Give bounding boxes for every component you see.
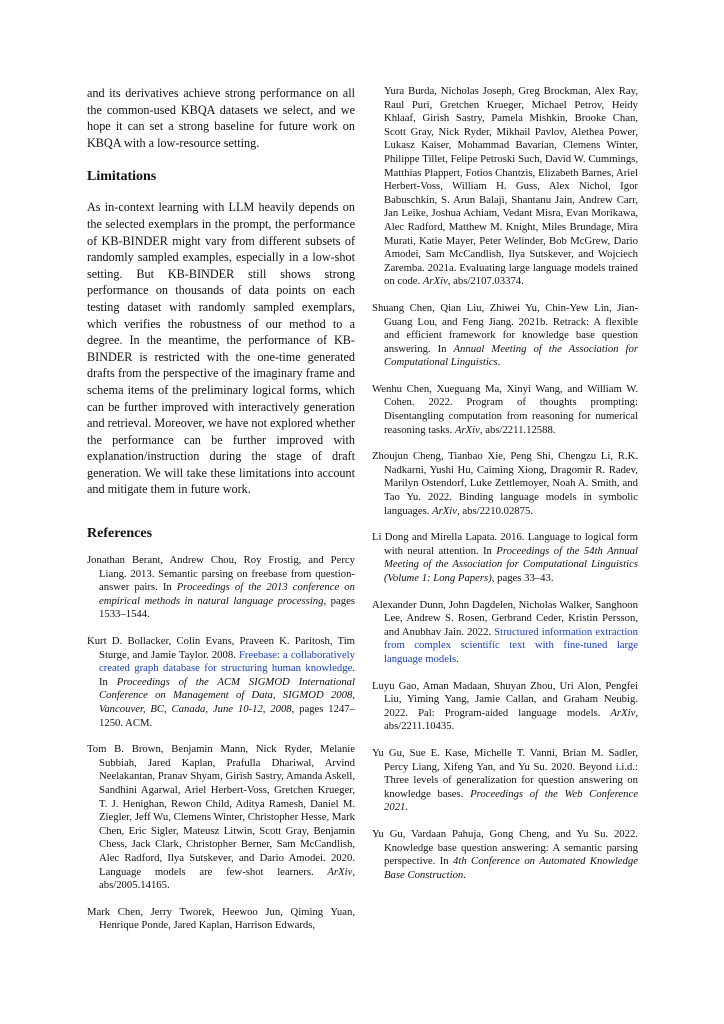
reference-entry [372, 531, 638, 585]
ref-venue: ArXiv [454, 423, 480, 436]
reference-entry [372, 747, 638, 815]
ref-venue: Proceedings of the 54th Annual Meeting of the Association for Computational Linguistics (Volume 1: Long Papers) [384, 544, 638, 584]
ref-venue: Proceedings of the 2013 conference on empirical methods in natural language processing [99, 581, 355, 607]
ref-text: Zhoujun Cheng, Tianbao Xie, Peng Shi, Chengzu Li, R.K. Nadkarni, Yushi Hu, Caiming Xiong, Dragomir R. Radev, Marilyn Ostendorf, Luke Zettlemoyer, Noah A. Smith, and Tao Yu. 2022. Binding language models in symbolic languages. [372, 450, 638, 517]
ref-link[interactable]: Freebase: a collaboratively created graph database for structuring human knowledge [99, 648, 355, 675]
ref-text: Mark Chen, Jerry Tworek, Heewoo Jun, Qiming Yuan, Henrique Ponde, Jared Kaplan, Harrison Edwards, [87, 905, 355, 932]
limitations-paragraph: As in-context learning with LLM heavily depends on the selected exemplars in the prompt, the performance of KB-BINDER might vary from different subsets of randomly sampled examples, especially in a low-shot setting. But KB-BINDER still shows strong performance on thousands of data points on each testing dataset with randomly sampled exemplars, which verifies the robustness of our method to a degree. In the meantime, the performance of KB-BINDER is restricted with the one-time generated drafts from the perspective of the imaginary frame and schema items of the preliminary logical forms, which can be further improved with interactively generation and retrieval. Moreover, we have not explored whether the performance can be further improved with explanation/instruction during the stage of draft generation. We will take these limitations into account and mitigate them in future work. [87, 200, 355, 497]
reference-entry [372, 680, 638, 734]
ref-text: , abs/2211.12588. [479, 423, 556, 436]
ref-text: Yu Gu, Sue E. Kase, Michelle T. Vanni, Brian M. Sadler, Percy Liang, Xifeng Yan, and Yu Su. 2020. Beyond i.i.d.: Three levels of generalization for question answering on knowledge bases. [372, 746, 638, 800]
ref-text: Tom B. Brown, Benjamin Mann, Nick Ryder, Melanie Subbiah, Jared Kaplan, Prafulla Dhariwal, Arvind Neelakantan, Pranav Shyam, Girish Sastry, Amanda Askell, Sandhini Agarwal, Ariel Herbert-Voss, Gretchen Krueger, T. J. Henighan, Rewon Child, Aditya Ramesh, Daniel M. Ziegler, Jeff Wu, Clemens Winter, Christopher Hesse, Mark Chen, Eric Sigler, Mateusz Litwin, Scott Gray, Benjamin Chess, Jack Clark, Christopher Berner, Sam McCandlish, Alec Radford, Ilya Sutskever, and Dario Amodei. 2020. Language models are few-shot learners. [87, 743, 355, 878]
ref-text: , abs/2211.10435. [384, 706, 638, 733]
ref-text: Yura Burda, Nicholas Joseph, Greg Brockman, Alex Ray, Raul Puri, Gretchen Krueger, Michael Petrov, Heidy Khlaaf, Girish Sastry, Pamela Mishkin, Brooke Chan, Scott Gray, Nick Ryder, Mikhail Pavlov, Alethea Power, Lukasz Kaiser, Mohammad Bavarian, Clemens Winter, Philippe Tillet, Felipe Petroski Such, David W. Cummings, Matthias Plappert, Fotios Chantzis, Elizabeth Barnes, Ariel Herbert-Voss, William H. Guss, Alex Nichol, Igor Babuschkin, S. Arun Balaji, Shantanu Jain, Andrew Carr, Jan Leike, Joshua Achiam, Vedant Misra, Evan Morikawa, Alec Radford, Matthew M. Knight, Miles Brundage, Mira Murati, Katie Mayer, Peter Welinder, Bob McGrew, Dario Amodei, Sam McCandlish, Ilya Sutskever, and Wojciech Zaremba. 2021a. Evaluating large language models trained on code. [384, 85, 638, 288]
ref-text: . [405, 801, 409, 814]
ref-text: , abs/2005.14165. [99, 865, 355, 892]
reference-entry [87, 743, 355, 893]
right-column [372, 85, 638, 895]
ref-venue: Proceedings of the ACM SIGMOD International Conference on Management of Data, SIGMOD 2008, Vancouver, BC, Canada, June 10-12, 2008 [99, 675, 355, 715]
reference-entry [372, 599, 638, 667]
reference-entry [87, 906, 355, 933]
ref-text: . [463, 868, 466, 881]
ref-venue: ArXiv [422, 275, 448, 288]
intro-paragraph: and its derivatives achieve strong performance on all the common-used KBQA datasets we select, and we hope it can set a strong baseline for future work on KBQA with a low-resource setting. [87, 86, 355, 150]
ref-venue: Proceedings of the Web Conference 2021 [384, 787, 638, 814]
ref-text: , pages 1247–1250. ACM. [99, 703, 355, 729]
reference-entry [372, 383, 638, 437]
ref-text: Kurt D. Bollacker, Colin Evans, Praveen K. Paritosh, Tim Sturge, and Jamie Taylor. 2008. [87, 635, 355, 661]
ref-text: , abs/2210.02875. [457, 504, 534, 517]
ref-text: . [456, 652, 459, 665]
reference-entry [372, 302, 638, 370]
left-column [87, 85, 355, 946]
ref-text: , pages 33–43. [491, 572, 554, 584]
ref-venue: Annual Meeting of the Association for Computational Linguistics [384, 342, 638, 369]
reference-entry [87, 554, 355, 622]
ref-venue: 4th Conference on Automated Knowledge Base Construction [384, 855, 638, 881]
ref-text: Jonathan Berant, Andrew Chou, Roy Frostig, and Percy Liang. 2013. Semantic parsing on freebase from question-answer pairs. In [87, 554, 355, 594]
reference-entry [372, 828, 638, 882]
reference-entry [372, 450, 638, 518]
ref-link[interactable]: Structured information extraction from complex scientific text with fine-tuned large language models [384, 625, 638, 665]
ref-text: Yu Gu, Vardaan Pahuja, Gong Cheng, and Yu Su. 2022. Knowledge base question answering: A semantic parsing perspective. In [372, 827, 638, 868]
limitations-heading: Limitations [87, 169, 157, 185]
ref-text: Luyu Gao, Aman Madaan, Shuyan Zhou, Uri Alon, Pengfei Liu, Yiming Yang, Jamie Callan, and Graham Neubig. 2022. Pal: Program-aided language models. [372, 679, 638, 719]
ref-text: . In [99, 662, 355, 688]
ref-text: Alexander Dunn, John Dagdelen, Nicholas Walker, Sanghoon Lee, Andrew S. Rosen, Gerbrand Ceder, Kristin Persson, and Anubhav Jain. 2022. [372, 598, 638, 638]
ref-text: Li Dong and Mirella Lapata. 2016. Language to logical form with neural attention. In [372, 531, 638, 557]
ref-text: , abs/2107.03374. [447, 275, 524, 288]
ref-venue: ArXiv [432, 504, 458, 517]
ref-text: , pages 1533–1544. [99, 594, 355, 621]
ref-venue: ArXiv [610, 706, 636, 719]
ref-venue: ArXiv [327, 865, 353, 878]
references-heading: References [87, 526, 153, 542]
ref-text: Shuang Chen, Qian Liu, Zhiwei Yu, Chin-Yew Lin, Jian-Guang Lou, and Feng Jiang. 2021b. Retrack: A flexible and efficient framework for knowledge base question answering. In [372, 301, 638, 355]
reference-entry [87, 635, 355, 730]
ref-text: Wenhu Chen, Xueguang Ma, Xinyi Wang, and William W. Cohen. 2022. Program of thoughts prompting: Disentangling computation from reasoning for numerical reasoning tasks. [372, 382, 638, 436]
reference-entry-continued [372, 85, 638, 289]
ref-text: . [497, 356, 501, 369]
